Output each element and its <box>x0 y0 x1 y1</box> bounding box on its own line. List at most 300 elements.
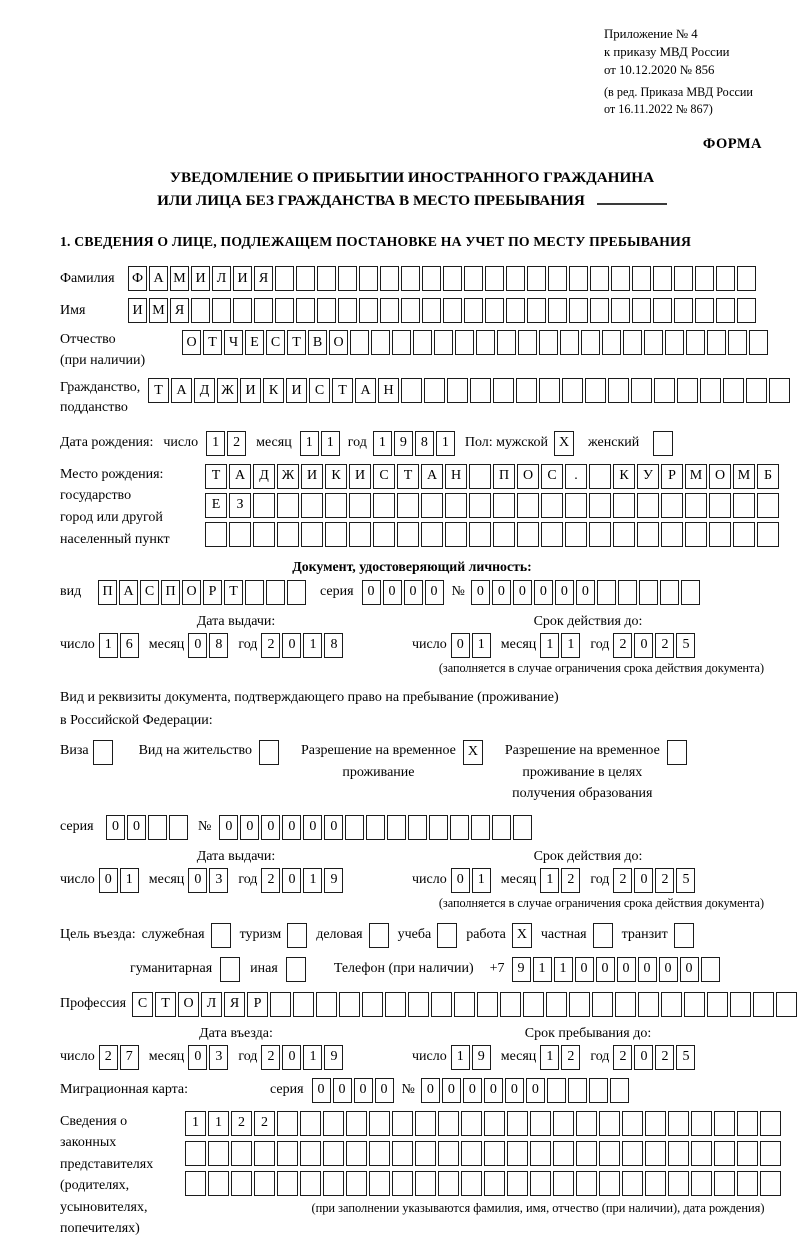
purpose-humanitarian-checkbox[interactable] <box>220 957 240 982</box>
char-cell[interactable] <box>562 378 583 403</box>
char-cell[interactable] <box>443 266 462 291</box>
char-cell[interactable] <box>686 330 705 355</box>
char-cell[interactable] <box>527 298 546 323</box>
char-cell[interactable] <box>493 493 515 518</box>
char-cell[interactable]: 1 <box>185 1111 206 1136</box>
char-cell[interactable] <box>507 1141 528 1166</box>
char-cell[interactable] <box>493 378 514 403</box>
char-cell[interactable] <box>589 1078 608 1103</box>
char-cell[interactable]: С <box>140 580 159 605</box>
char-cell[interactable] <box>408 815 427 840</box>
char-cell[interactable] <box>654 378 675 403</box>
char-cell[interactable] <box>447 378 468 403</box>
char-cell[interactable] <box>589 493 611 518</box>
char-cell[interactable] <box>691 1141 712 1166</box>
char-cell[interactable] <box>569 298 588 323</box>
char-cell[interactable] <box>645 1171 666 1196</box>
char-cell[interactable] <box>644 330 663 355</box>
char-cell[interactable]: 0 <box>282 633 301 658</box>
char-cell[interactable] <box>674 266 693 291</box>
char-cell[interactable]: Т <box>205 464 227 489</box>
char-cell[interactable] <box>576 1111 597 1136</box>
char-cell[interactable]: Е <box>245 330 264 355</box>
char-cell[interactable]: 9 <box>324 1045 343 1070</box>
char-cell[interactable]: 9 <box>472 1045 491 1070</box>
char-cell[interactable]: 0 <box>451 868 470 893</box>
char-cell[interactable] <box>506 266 525 291</box>
char-cell[interactable] <box>385 992 406 1017</box>
char-cell[interactable] <box>608 378 629 403</box>
char-cell[interactable]: О <box>182 330 201 355</box>
char-cell[interactable] <box>513 815 532 840</box>
char-cell[interactable]: 2 <box>561 1045 580 1070</box>
char-cell[interactable] <box>553 1171 574 1196</box>
char-cell[interactable]: Л <box>201 992 222 1017</box>
char-cell[interactable] <box>581 330 600 355</box>
char-cell[interactable] <box>397 493 419 518</box>
char-cell[interactable]: Т <box>203 330 222 355</box>
char-cell[interactable]: 0 <box>312 1078 331 1103</box>
char-cell[interactable]: 0 <box>526 1078 545 1103</box>
char-cell[interactable] <box>373 522 395 547</box>
char-cell[interactable]: 1 <box>533 957 552 982</box>
char-cell[interactable] <box>760 1111 781 1136</box>
char-cell[interactable]: 0 <box>596 957 615 982</box>
char-cell[interactable]: 0 <box>451 633 470 658</box>
char-cell[interactable] <box>548 266 567 291</box>
purpose-tourism-checkbox[interactable] <box>287 923 307 948</box>
char-cell[interactable] <box>613 522 635 547</box>
char-cell[interactable] <box>469 493 491 518</box>
char-cell[interactable]: И <box>191 266 210 291</box>
char-cell[interactable] <box>461 1171 482 1196</box>
char-cell[interactable] <box>401 266 420 291</box>
purpose-official-checkbox[interactable] <box>211 923 231 948</box>
char-cell[interactable] <box>212 298 231 323</box>
char-cell[interactable]: Ф <box>128 266 147 291</box>
char-cell[interactable] <box>485 266 504 291</box>
char-cell[interactable] <box>548 298 567 323</box>
char-cell[interactable] <box>622 1141 643 1166</box>
char-cell[interactable] <box>233 298 252 323</box>
char-cell[interactable]: 0 <box>421 1078 440 1103</box>
char-cell[interactable]: 0 <box>471 580 490 605</box>
char-cell[interactable]: 0 <box>282 868 301 893</box>
char-cell[interactable]: 9 <box>394 431 413 456</box>
char-cell[interactable] <box>590 266 609 291</box>
char-cell[interactable]: 1 <box>303 868 322 893</box>
char-cell[interactable] <box>392 1141 413 1166</box>
char-cell[interactable] <box>585 378 606 403</box>
char-cell[interactable] <box>208 1141 229 1166</box>
char-cell[interactable] <box>362 992 383 1017</box>
char-cell[interactable] <box>350 330 369 355</box>
char-cell[interactable] <box>769 378 790 403</box>
char-cell[interactable] <box>611 266 630 291</box>
char-cell[interactable] <box>541 522 563 547</box>
char-cell[interactable] <box>429 815 448 840</box>
char-cell[interactable] <box>413 330 432 355</box>
char-cell[interactable]: И <box>349 464 371 489</box>
char-cell[interactable]: 0 <box>261 815 280 840</box>
char-cell[interactable]: Я <box>170 298 189 323</box>
char-cell[interactable] <box>568 1078 587 1103</box>
char-cell[interactable] <box>359 298 378 323</box>
char-cell[interactable] <box>576 1141 597 1166</box>
char-cell[interactable] <box>674 298 693 323</box>
char-cell[interactable] <box>757 522 779 547</box>
char-cell[interactable]: С <box>541 464 563 489</box>
char-cell[interactable]: Т <box>155 992 176 1017</box>
char-cell[interactable] <box>421 493 443 518</box>
char-cell[interactable] <box>349 522 371 547</box>
char-cell[interactable] <box>610 1078 629 1103</box>
char-cell[interactable]: 1 <box>373 431 392 456</box>
char-cell[interactable]: П <box>493 464 515 489</box>
char-cell[interactable] <box>471 815 490 840</box>
char-cell[interactable] <box>492 815 511 840</box>
char-cell[interactable]: 0 <box>282 815 301 840</box>
char-cell[interactable] <box>760 1171 781 1196</box>
char-cell[interactable]: И <box>233 266 252 291</box>
char-cell[interactable] <box>714 1171 735 1196</box>
char-cell[interactable] <box>661 992 682 1017</box>
char-cell[interactable]: М <box>149 298 168 323</box>
char-cell[interactable] <box>349 493 371 518</box>
char-cell[interactable]: С <box>373 464 395 489</box>
char-cell[interactable]: Н <box>445 464 467 489</box>
char-cell[interactable] <box>301 493 323 518</box>
char-cell[interactable]: 1 <box>300 431 319 456</box>
char-cell[interactable]: 0 <box>680 957 699 982</box>
char-cell[interactable] <box>660 580 679 605</box>
char-cell[interactable] <box>733 522 755 547</box>
char-cell[interactable]: 0 <box>617 957 636 982</box>
char-cell[interactable] <box>229 522 251 547</box>
char-cell[interactable] <box>645 1111 666 1136</box>
char-cell[interactable]: 1 <box>303 633 322 658</box>
char-cell[interactable]: Т <box>148 378 169 403</box>
purpose-transit-checkbox[interactable] <box>674 923 694 948</box>
purpose-business-checkbox[interactable] <box>369 923 389 948</box>
char-cell[interactable]: 9 <box>512 957 531 982</box>
temp-residence-checkbox[interactable]: X <box>463 740 483 765</box>
char-cell[interactable]: 0 <box>99 868 118 893</box>
char-cell[interactable]: А <box>355 378 376 403</box>
char-cell[interactable] <box>296 266 315 291</box>
char-cell[interactable]: 1 <box>120 868 139 893</box>
char-cell[interactable]: 0 <box>659 957 678 982</box>
char-cell[interactable]: 1 <box>540 868 559 893</box>
char-cell[interactable]: 2 <box>227 431 246 456</box>
char-cell[interactable] <box>380 266 399 291</box>
char-cell[interactable] <box>300 1111 321 1136</box>
char-cell[interactable] <box>323 1111 344 1136</box>
char-cell[interactable]: В <box>308 330 327 355</box>
char-cell[interactable] <box>300 1171 321 1196</box>
char-cell[interactable] <box>316 992 337 1017</box>
char-cell[interactable] <box>691 1171 712 1196</box>
char-cell[interactable]: 0 <box>484 1078 503 1103</box>
char-cell[interactable] <box>632 298 651 323</box>
char-cell[interactable] <box>530 1111 551 1136</box>
char-cell[interactable]: 0 <box>505 1078 524 1103</box>
char-cell[interactable] <box>665 330 684 355</box>
char-cell[interactable]: 1 <box>303 1045 322 1070</box>
char-cell[interactable]: С <box>132 992 153 1017</box>
char-cell[interactable] <box>408 992 429 1017</box>
purpose-other-checkbox[interactable] <box>286 957 306 982</box>
char-cell[interactable]: 0 <box>188 868 207 893</box>
char-cell[interactable]: Д <box>194 378 215 403</box>
char-cell[interactable] <box>637 493 659 518</box>
char-cell[interactable] <box>553 1141 574 1166</box>
char-cell[interactable] <box>422 266 441 291</box>
char-cell[interactable] <box>476 330 495 355</box>
char-cell[interactable] <box>415 1171 436 1196</box>
char-cell[interactable] <box>369 1171 390 1196</box>
char-cell[interactable]: 0 <box>188 633 207 658</box>
char-cell[interactable] <box>661 493 683 518</box>
char-cell[interactable]: 1 <box>540 633 559 658</box>
char-cell[interactable] <box>737 298 756 323</box>
char-cell[interactable] <box>148 815 167 840</box>
char-cell[interactable] <box>716 266 735 291</box>
char-cell[interactable] <box>421 522 443 547</box>
char-cell[interactable] <box>277 1141 298 1166</box>
char-cell[interactable]: 0 <box>282 1045 301 1070</box>
char-cell[interactable] <box>723 378 744 403</box>
char-cell[interactable]: Л <box>212 266 231 291</box>
char-cell[interactable] <box>185 1171 206 1196</box>
char-cell[interactable] <box>507 1171 528 1196</box>
char-cell[interactable]: 8 <box>324 633 343 658</box>
char-cell[interactable]: А <box>149 266 168 291</box>
residence-permit-checkbox[interactable] <box>259 740 279 765</box>
char-cell[interactable] <box>231 1141 252 1166</box>
char-cell[interactable] <box>346 1111 367 1136</box>
char-cell[interactable] <box>443 298 462 323</box>
char-cell[interactable]: 0 <box>354 1078 373 1103</box>
char-cell[interactable] <box>618 580 637 605</box>
char-cell[interactable] <box>484 1171 505 1196</box>
char-cell[interactable] <box>450 815 469 840</box>
char-cell[interactable]: 2 <box>261 1045 280 1070</box>
char-cell[interactable]: С <box>266 330 285 355</box>
char-cell[interactable] <box>369 1141 390 1166</box>
char-cell[interactable] <box>254 1171 275 1196</box>
char-cell[interactable] <box>631 378 652 403</box>
char-cell[interactable] <box>469 522 491 547</box>
char-cell[interactable] <box>569 992 590 1017</box>
char-cell[interactable] <box>371 330 390 355</box>
char-cell[interactable]: Р <box>203 580 222 605</box>
char-cell[interactable] <box>445 493 467 518</box>
char-cell[interactable]: 0 <box>513 580 532 605</box>
char-cell[interactable]: 1 <box>472 868 491 893</box>
char-cell[interactable]: 0 <box>534 580 553 605</box>
char-cell[interactable]: Р <box>661 464 683 489</box>
purpose-study-checkbox[interactable] <box>437 923 457 948</box>
char-cell[interactable]: 5 <box>676 868 695 893</box>
char-cell[interactable]: 2 <box>254 1111 275 1136</box>
char-cell[interactable]: А <box>171 378 192 403</box>
char-cell[interactable] <box>707 330 726 355</box>
char-cell[interactable]: 2 <box>261 633 280 658</box>
char-cell[interactable]: 2 <box>561 868 580 893</box>
char-cell[interactable] <box>709 522 731 547</box>
char-cell[interactable]: Р <box>247 992 268 1017</box>
char-cell[interactable]: 0 <box>576 580 595 605</box>
char-cell[interactable] <box>266 580 285 605</box>
char-cell[interactable]: 1 <box>208 1111 229 1136</box>
char-cell[interactable]: 2 <box>613 1045 632 1070</box>
char-cell[interactable] <box>653 298 672 323</box>
char-cell[interactable] <box>615 992 636 1017</box>
char-cell[interactable] <box>346 1171 367 1196</box>
purpose-private-checkbox[interactable] <box>593 923 613 948</box>
char-cell[interactable] <box>338 298 357 323</box>
char-cell[interactable]: А <box>119 580 138 605</box>
char-cell[interactable] <box>254 298 273 323</box>
char-cell[interactable] <box>546 992 567 1017</box>
char-cell[interactable] <box>668 1141 689 1166</box>
char-cell[interactable] <box>323 1171 344 1196</box>
char-cell[interactable] <box>493 522 515 547</box>
char-cell[interactable] <box>277 1111 298 1136</box>
char-cell[interactable]: 0 <box>492 580 511 605</box>
char-cell[interactable] <box>517 493 539 518</box>
char-cell[interactable] <box>325 493 347 518</box>
char-cell[interactable] <box>191 298 210 323</box>
char-cell[interactable]: 0 <box>188 1045 207 1070</box>
char-cell[interactable] <box>632 266 651 291</box>
char-cell[interactable]: М <box>685 464 707 489</box>
char-cell[interactable]: 2 <box>655 868 674 893</box>
char-cell[interactable] <box>500 992 521 1017</box>
char-cell[interactable]: 3 <box>209 1045 228 1070</box>
char-cell[interactable] <box>325 522 347 547</box>
char-cell[interactable]: 7 <box>120 1045 139 1070</box>
char-cell[interactable] <box>323 1141 344 1166</box>
char-cell[interactable] <box>707 992 728 1017</box>
char-cell[interactable]: А <box>421 464 443 489</box>
char-cell[interactable] <box>714 1141 735 1166</box>
char-cell[interactable] <box>576 1171 597 1196</box>
gender-male-checkbox[interactable]: X <box>554 431 574 456</box>
char-cell[interactable] <box>685 522 707 547</box>
char-cell[interactable] <box>380 298 399 323</box>
char-cell[interactable] <box>589 464 611 489</box>
char-cell[interactable] <box>530 1171 551 1196</box>
char-cell[interactable] <box>231 1171 252 1196</box>
char-cell[interactable] <box>746 378 767 403</box>
char-cell[interactable]: 9 <box>324 868 343 893</box>
char-cell[interactable] <box>611 298 630 323</box>
char-cell[interactable]: С <box>309 378 330 403</box>
char-cell[interactable]: 2 <box>99 1045 118 1070</box>
char-cell[interactable] <box>464 298 483 323</box>
char-cell[interactable] <box>317 266 336 291</box>
char-cell[interactable]: Т <box>287 330 306 355</box>
char-cell[interactable] <box>300 1141 321 1166</box>
char-cell[interactable] <box>592 992 613 1017</box>
char-cell[interactable] <box>287 580 306 605</box>
char-cell[interactable] <box>701 957 720 982</box>
char-cell[interactable] <box>668 1171 689 1196</box>
char-cell[interactable] <box>541 493 563 518</box>
char-cell[interactable]: 1 <box>451 1045 470 1070</box>
char-cell[interactable]: 2 <box>261 868 280 893</box>
char-cell[interactable]: 0 <box>303 815 322 840</box>
char-cell[interactable]: К <box>613 464 635 489</box>
char-cell[interactable]: 0 <box>634 1045 653 1070</box>
char-cell[interactable] <box>484 1111 505 1136</box>
char-cell[interactable] <box>277 1171 298 1196</box>
char-cell[interactable]: 2 <box>231 1111 252 1136</box>
char-cell[interactable] <box>737 1171 758 1196</box>
char-cell[interactable]: Ч <box>224 330 243 355</box>
char-cell[interactable]: 3 <box>209 868 228 893</box>
char-cell[interactable]: З <box>229 493 251 518</box>
char-cell[interactable] <box>464 266 483 291</box>
char-cell[interactable] <box>613 493 635 518</box>
char-cell[interactable] <box>301 522 323 547</box>
char-cell[interactable] <box>517 522 539 547</box>
char-cell[interactable] <box>728 330 747 355</box>
char-cell[interactable] <box>317 298 336 323</box>
char-cell[interactable]: М <box>170 266 189 291</box>
char-cell[interactable] <box>422 298 441 323</box>
char-cell[interactable] <box>677 378 698 403</box>
char-cell[interactable]: 1 <box>321 431 340 456</box>
char-cell[interactable]: 0 <box>362 580 381 605</box>
char-cell[interactable] <box>293 992 314 1017</box>
char-cell[interactable]: 0 <box>425 580 444 605</box>
char-cell[interactable] <box>622 1111 643 1136</box>
char-cell[interactable] <box>599 1171 620 1196</box>
char-cell[interactable]: 1 <box>554 957 573 982</box>
char-cell[interactable] <box>560 330 579 355</box>
char-cell[interactable] <box>424 378 445 403</box>
char-cell[interactable] <box>760 1141 781 1166</box>
char-cell[interactable] <box>415 1111 436 1136</box>
char-cell[interactable] <box>599 1141 620 1166</box>
char-cell[interactable]: 2 <box>613 868 632 893</box>
char-cell[interactable]: Я <box>254 266 273 291</box>
char-cell[interactable]: 0 <box>634 868 653 893</box>
char-cell[interactable] <box>681 580 700 605</box>
char-cell[interactable] <box>485 298 504 323</box>
char-cell[interactable] <box>245 580 264 605</box>
char-cell[interactable]: А <box>229 464 251 489</box>
char-cell[interactable]: 0 <box>333 1078 352 1103</box>
char-cell[interactable]: 8 <box>209 633 228 658</box>
char-cell[interactable]: 0 <box>219 815 238 840</box>
char-cell[interactable] <box>470 378 491 403</box>
char-cell[interactable] <box>569 266 588 291</box>
char-cell[interactable] <box>205 522 227 547</box>
char-cell[interactable] <box>547 1078 566 1103</box>
char-cell[interactable] <box>737 1111 758 1136</box>
char-cell[interactable] <box>339 992 360 1017</box>
char-cell[interactable] <box>438 1141 459 1166</box>
char-cell[interactable]: . <box>565 464 587 489</box>
char-cell[interactable]: 2 <box>613 633 632 658</box>
char-cell[interactable] <box>685 493 707 518</box>
char-cell[interactable]: 0 <box>375 1078 394 1103</box>
char-cell[interactable]: 1 <box>206 431 225 456</box>
